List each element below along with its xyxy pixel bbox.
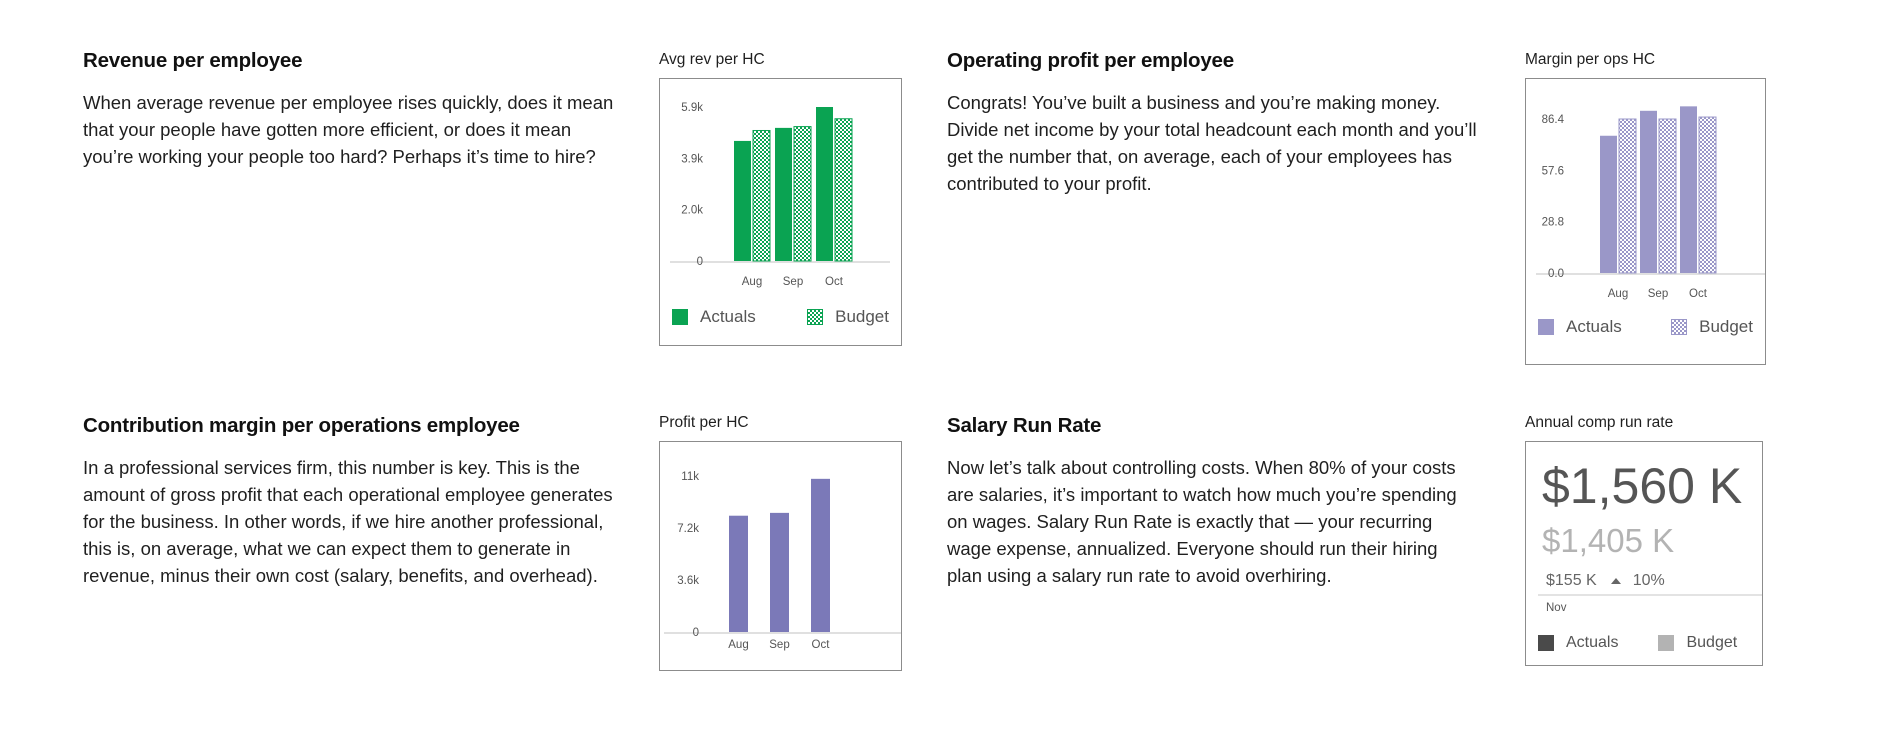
y-tick-label: 57.6 [1541, 165, 1564, 178]
bar-actuals-sep [1640, 111, 1657, 273]
legend-label: Budget [835, 307, 889, 326]
chart-title: Margin per ops HC [1525, 51, 1656, 68]
section-contribution-margin [83, 414, 618, 589]
y-tick-label: 5.9k [681, 102, 703, 114]
legend-label: Budget [1686, 634, 1738, 651]
y-tick-label: 0 [692, 627, 699, 639]
legend-label: Actuals [1566, 317, 1622, 336]
legend-swatch-checker [807, 309, 823, 325]
kpi-delta-pct: 10% [1632, 572, 1665, 589]
y-tick-label: 7.2k [677, 523, 699, 535]
section-title: Operating profit per employee [947, 49, 1234, 72]
chart-card [659, 78, 902, 346]
bar-actuals-oct [816, 107, 833, 261]
widget-profit-per-hc [659, 414, 902, 671]
widget-margin-per-ops-hc [1525, 51, 1766, 365]
legend-item-actuals [1538, 317, 1622, 337]
bar-budget-oct [835, 119, 852, 261]
x-tick-label: Sep [782, 276, 804, 288]
section-title: Revenue per employee [83, 49, 303, 72]
section-body: In a professional services firm, this number is key. This is the amount of gross profit that each operational employee generates for the business. In other words, if we hire another professional, this is, on average, what we can expect them to generate in revenue, minus their own cost (salary, benefits, and overhead). [83, 457, 613, 586]
x-tick-label: Aug [741, 276, 763, 288]
section-salary-run-rate [947, 414, 1477, 589]
section-body: Congrats! You’ve built a business and you’re making money. Divide net income by your total headcount each month and you’ll get the number that, on average, each of your employees has contributed to your profit. [947, 92, 1477, 194]
bar-actuals-oct [1680, 106, 1697, 273]
kpi-budget-value: $1,405 K [1542, 522, 1675, 559]
chart-card [659, 441, 902, 671]
y-tick-label: 3.9k [681, 153, 703, 166]
section-body: When average revenue per employee rises quickly, does it mean that your people have gotten more efficient, or does it mean you’re working your people too hard? Perhaps it’s time to hire? [83, 92, 614, 167]
y-tick-label: 11k [681, 471, 699, 483]
bar-budget-aug [1619, 119, 1636, 273]
legend-swatch-solid [672, 309, 688, 325]
chart-title: Profit per HC [659, 414, 749, 431]
legend-swatch-solid [1538, 319, 1554, 335]
section-revenue-per-employee [83, 49, 618, 170]
legend-item-actuals [1538, 634, 1618, 652]
kpi-divider [1538, 594, 1762, 596]
bar-budget-sep [1659, 119, 1676, 273]
x-tick-label: Aug [1607, 288, 1629, 300]
kpi-card [1525, 441, 1763, 666]
bar-actuals-aug [729, 516, 748, 632]
section-operating-profit-per-employee [947, 49, 1492, 197]
x-tick-label: Oct [1689, 288, 1707, 300]
chart-card [1525, 78, 1766, 365]
kpi-legend [1526, 634, 1762, 652]
bar-actuals-sep [775, 128, 792, 261]
kpi-delta-value: $155 K [1546, 572, 1597, 589]
x-tick-label: Sep [769, 639, 790, 651]
kpi-actual-value: $1,560 K [1542, 458, 1743, 514]
bar-actuals-aug [1600, 136, 1617, 273]
y-tick-label: 28.8 [1541, 216, 1564, 229]
legend-item-actuals [672, 307, 756, 327]
chart-legend [660, 307, 901, 327]
up-arrow-icon [1611, 578, 1621, 584]
x-tick-label: Oct [825, 276, 843, 288]
section-title: Salary Run Rate [947, 414, 1102, 437]
bar-chart-margin [1526, 79, 1765, 303]
kpi-title: Annual comp run rate [1525, 414, 1674, 431]
y-tick-label: 0.0 [1548, 268, 1564, 280]
x-tick-label: Oct [811, 639, 830, 651]
x-tick-label: Aug [728, 639, 749, 651]
bar-chart-profit [660, 442, 901, 670]
y-tick-label: 2.0k [681, 204, 703, 217]
legend-item-budget [1658, 634, 1737, 652]
chart-title: Avg rev per HC [659, 51, 765, 68]
section-body: Now let’s talk about controlling costs. When 80% of your costs are salaries, it’s important to watch how much you’re spending on wages. Salary Run Rate is exactly that — your recurring wage expense, annualized. Everyone should run their hiring plan using a salary run rate to avoid overhiring. [947, 457, 1457, 586]
legend-label: Actuals [700, 307, 756, 326]
bar-chart-avg-rev [660, 79, 901, 291]
bar-budget-oct [1699, 117, 1716, 273]
bar-budget-sep [794, 127, 811, 261]
x-tick-label: Sep [1647, 288, 1669, 300]
legend-item-budget [1671, 317, 1753, 337]
y-tick-label: 0 [696, 256, 703, 268]
bar-actuals-oct [811, 479, 830, 632]
legend-label: Actuals [1566, 634, 1619, 651]
legend-item-budget [807, 307, 889, 327]
legend-swatch-actuals [1538, 635, 1554, 651]
bar-actuals-aug [734, 141, 751, 261]
legend-swatch-checker [1671, 319, 1687, 335]
widget-avg-rev-per-hc [659, 51, 902, 346]
kpi-period: Nov [1546, 602, 1567, 614]
chart-legend [1526, 317, 1765, 337]
y-tick-label: 3.6k [677, 575, 699, 587]
section-title: Contribution margin per operations employee [83, 414, 520, 437]
legend-swatch-budget [1658, 635, 1674, 651]
legend-label: Budget [1699, 317, 1753, 336]
bar-actuals-sep [770, 513, 789, 632]
y-tick-label: 86.4 [1541, 114, 1564, 126]
kpi-delta [1546, 572, 1665, 590]
widget-annual-comp-run-rate [1525, 414, 1763, 666]
bar-budget-aug [753, 130, 770, 261]
